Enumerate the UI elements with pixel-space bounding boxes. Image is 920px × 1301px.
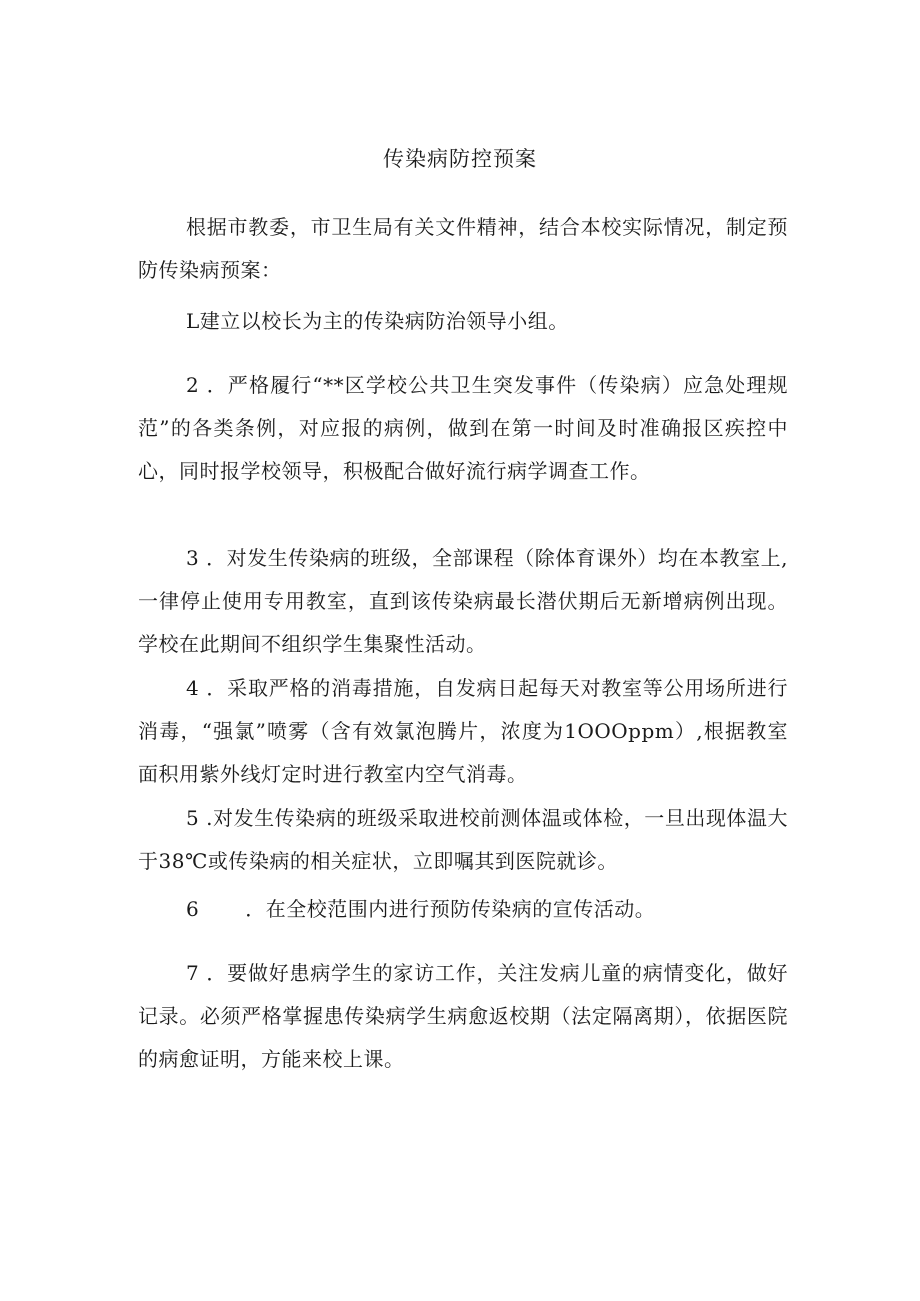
item-3-paragraph (138, 537, 788, 666)
item-3-text: ．对发生传染病的班级，全部课程（除体育课外）均在本教室上,一律停止使用专用教室，直到该传染病最长潜伏期后无新增病例出现。学校在此期间不组织学生集聚性活动。 (138, 546, 789, 656)
item-4-number: 4 (186, 676, 200, 700)
item-5-text: .对发生传染病的班级采取进校前测体温或体检，一旦出现体温大于38℃或传染病的相关症状，立即嘱其到医院就诊。 (138, 806, 789, 873)
item-1-text: 建立以校长为主的传染病防治领导小组。 (199, 309, 569, 333)
document-title: 传染病防控预案 (383, 147, 537, 171)
intro-paragraph: 根据市教委，市卫生局有关文件精神，结合本校实际情况，制定预防传染病预案： (138, 215, 788, 282)
item-2-number: 2 (186, 373, 200, 397)
item-7-paragraph (138, 952, 788, 1081)
item-6-text: ．在全校范围内进行预防传染病的宣传活动。 (245, 897, 656, 921)
item-6-number: 6 (186, 897, 200, 921)
item-6-paragraph (138, 888, 788, 931)
item-2-paragraph (138, 364, 788, 493)
item-3-number: 3 (186, 546, 200, 570)
item-7-number: 7 (186, 961, 200, 985)
item-1-number: L (186, 309, 200, 333)
item-2-text: ．严格履行“**区学校公共卫生突发事件（传染病）应急处理规范”的各类条例，对应报的病例，做到在第一时间及时准确报区疾控中心，同时报学校领导，积极配合做好流行病学调查工作。 (138, 373, 788, 483)
item-4-paragraph (138, 667, 788, 796)
item-7-text: ．要做好患病学生的家访工作，关注发病儿童的病情变化，做好记录。必须严格掌握患传染病学生病愈返校期（法定隔离期），依据医院的病愈证明，方能来校上课。 (138, 961, 788, 1071)
item-4-text: ．采取严格的消毒措施，自发病日起每天对教室等公用场所进行消毒，“强氯”喷雾（含有效氯泡腾片，浓度为1OOOppm）,根据教室面积用紫外线灯定时进行教室内空气消毒。 (138, 676, 788, 786)
item-5-number: 5 (186, 806, 200, 830)
item-5-paragraph (138, 797, 788, 883)
item-1-paragraph (138, 300, 788, 343)
